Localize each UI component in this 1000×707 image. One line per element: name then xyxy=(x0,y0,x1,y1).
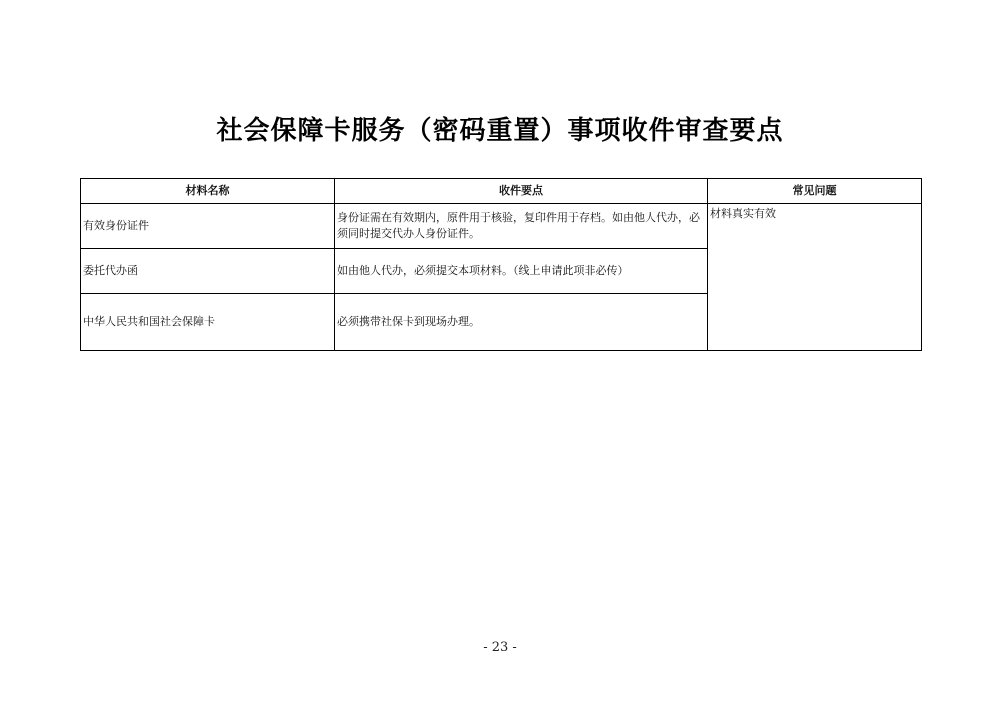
material-name-cell: 中华人民共和国社会保障卡 xyxy=(81,294,335,351)
key-points-cell: 如由他人代办，必须提交本项材料。（线上申请此项非必传） xyxy=(335,249,708,294)
review-points-table xyxy=(80,178,922,351)
page-number: - 23 - xyxy=(483,640,517,655)
header-common-issues: 常见问题 xyxy=(708,179,922,204)
table-row xyxy=(81,204,922,249)
key-points-cell: 身份证需在有效期内，原件用于核验，复印件用于存档。如由他人代办，必须同时提交代办人身份证件。 xyxy=(335,204,708,249)
table-header-row xyxy=(81,179,922,204)
header-key-points: 收件要点 xyxy=(335,179,708,204)
common-issues-cell: 材料真实有效 xyxy=(708,204,922,351)
material-name-cell: 委托代办函 xyxy=(81,249,335,294)
material-name-cell: 有效身份证件 xyxy=(81,204,335,249)
page-title: 社会保障卡服务（密码重置）事项收件审查要点 xyxy=(216,116,784,146)
key-points-cell: 必须携带社保卡到现场办理。 xyxy=(335,294,708,351)
header-material-name: 材料名称 xyxy=(81,179,335,204)
